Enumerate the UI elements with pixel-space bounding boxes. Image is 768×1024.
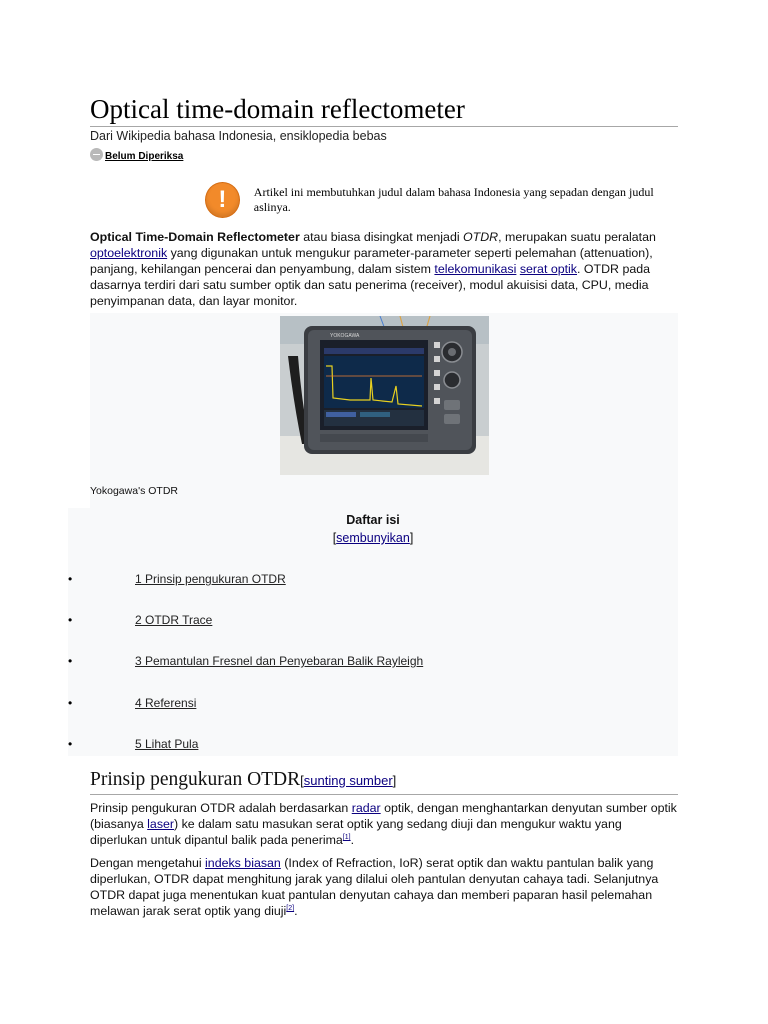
abbreviation: OTDR — [463, 230, 499, 244]
toc-entry-link[interactable]: 4 Referensi — [135, 696, 197, 710]
warning-icon: ! — [205, 182, 240, 218]
link-indeks-biasan[interactable]: indeks biasan — [205, 856, 281, 870]
review-status-label[interactable]: Belum Diperiksa — [105, 150, 184, 162]
table-of-contents — [68, 508, 678, 756]
link-serat-optik[interactable]: serat optik — [519, 262, 578, 276]
link-telekomunikasi[interactable]: telekomunikasi — [434, 262, 517, 276]
reference-link[interactable]: [1] — [342, 833, 351, 841]
bullet: • — [68, 696, 73, 710]
review-status[interactable] — [90, 146, 183, 162]
edit-section: [sunting sumber] — [300, 773, 397, 788]
title-notice — [205, 181, 678, 219]
minus-circle-icon — [90, 148, 103, 161]
link-laser[interactable]: laser — [147, 817, 175, 831]
figure-caption: Yokogawa's OTDR — [90, 485, 178, 497]
edit-source-link[interactable]: sunting sumber — [303, 773, 393, 788]
page-title: Optical time-domain reflectometer — [90, 92, 678, 127]
toc-entry-link[interactable]: 5 Lihat Pula — [135, 737, 199, 751]
section-paragraph: Prinsip pengukuran OTDR adalah berdasarkan radar optik, dengan menghantarkan denyutan sumber optik (biasanya laser) ke dalam satu masukan serat optik yang sedang diuji dan mengukur waktu yang diperlukan untuk dipantul balik pada penerima[1]. — [90, 801, 677, 847]
toc-toggle: [sembunyikan] — [332, 531, 414, 545]
toc-entry-link[interactable]: 2 OTDR Trace — [135, 613, 213, 627]
toc-hide-link[interactable]: sembunyikan — [336, 531, 410, 545]
link-optoelektronik[interactable]: optoelektronik — [90, 246, 168, 260]
intro-paragraph: Optical Time-Domain Reflectometer atau biasa disingkat menjadi OTDR, merupakan suatu peralatan optoelektronik yang digunakan untuk mengukur parameter-parameter seperti pelemahan (attenuation), panjang, kehilangan pencerai dan penyambung, dalam sistem telekomunikasi serat optik. OTDR pada dasarnya terdiri dari satu sumber optik dan satu penerima (receiver), modul akuisisi data, CPU, media penyimpanan data, dan layar monitor. — [90, 230, 656, 308]
toc-title: Daftar isi — [346, 513, 400, 527]
bullet: • — [68, 654, 73, 668]
bullet: • — [68, 613, 73, 627]
reference-link[interactable]: [2] — [286, 904, 295, 912]
toc-entry-link[interactable]: 1 Prinsip pengukuran OTDR — [135, 572, 286, 586]
link-radar[interactable]: radar — [351, 801, 381, 815]
section-paragraph: Dengan mengetahui indeks biasan (Index of Refraction, IoR) serat optik dan waktu pantulan balik yang diperlukan, OTDR dapat menghitung jarak yang dilalui oleh pantulan denyutan cahaya tadi. Selanjutnya OTDR dapat juga menentukan kuat pantulan denyutan cahaya dan memberi paparan hasil pelemahan melawan jarak serat optik yang diuji[2]. — [90, 856, 659, 918]
bullet: • — [68, 737, 73, 751]
otdr-photo[interactable] — [280, 316, 489, 475]
site-tagline: Dari Wikipedia bahasa Indonesia, ensiklopedia bebas — [90, 129, 387, 143]
notice-text: Artikel ini membutuhkan judul dalam bahasa Indonesia yang sepadan dengan judul aslinya. — [253, 185, 654, 214]
figure — [90, 313, 678, 509]
toc-entry-link[interactable]: 3 Pemantulan Fresnel dan Penyebaran Balik Rayleigh — [135, 654, 424, 668]
intro-term: Optical Time-Domain Reflectometer — [90, 230, 300, 244]
section-heading: Prinsip pengukuran OTDR[sunting sumber] — [90, 768, 678, 795]
bullet: • — [68, 572, 73, 586]
photo-brand-label: YOKOGAWA — [330, 333, 360, 339]
